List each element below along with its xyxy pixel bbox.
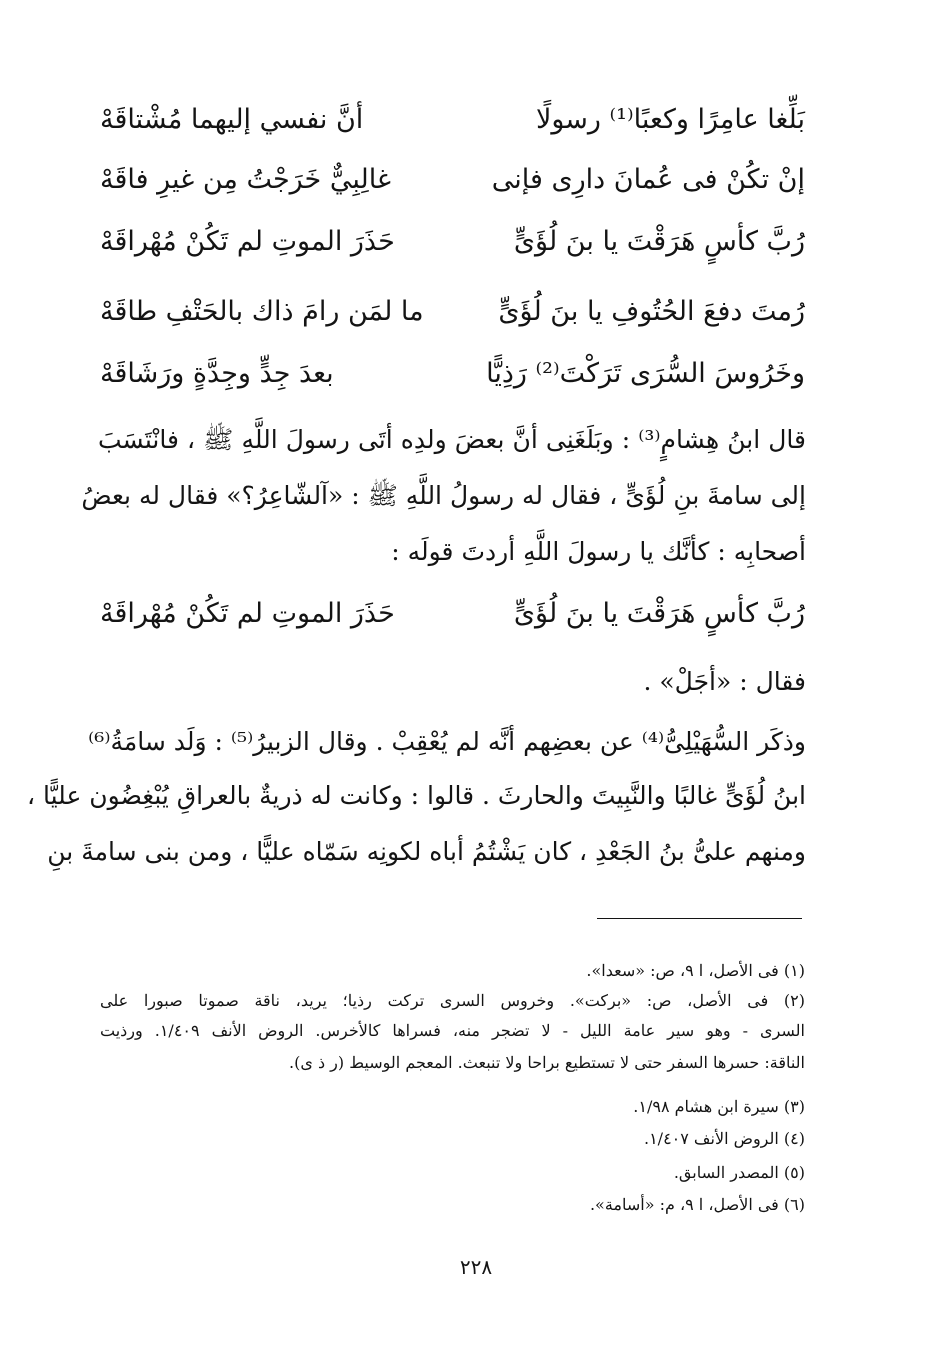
footnote-line: (٦) فى الأصل، ا ٩، م: «أسامة». bbox=[589, 1195, 805, 1214]
poem-verse-repeat bbox=[100, 586, 805, 642]
paragraph-line: قال ابنُ هِشامٍ⁽³⁾ : وبَلَغَنِى أنَّ بعضَ ولدِه أتَى رسولَ اللَّهِ ﷺ ، فانْتَسَبَ bbox=[98, 425, 806, 454]
verse-first-hemistich: إنْ تكُنْ فى عُمانَ دارِى فإنى bbox=[491, 164, 805, 195]
verse-second-hemistich: غالِبِيٌّ خَرَجْتُ مِن غيرِ فاقَهْ bbox=[100, 164, 392, 195]
poem-verse-4 bbox=[100, 284, 805, 340]
footnote-line: السرى - وهو سير عامة الليل - لا تضجر منه، فسراها كالأخرس. الروض الأنف ١/٤٠٩. ورذيت bbox=[100, 1021, 805, 1040]
verse-second-hemistich: حَذَرَ الموتِ لم تَكُنْ مُهْراقَهْ bbox=[100, 598, 395, 629]
paragraph-line: وذكَر السُّهَيْلِىُّ⁽⁴⁾ عن بعضِهم أنَّه لم يُعْقِبْ . وقال الزبيرُ⁽⁵⁾ : وَلَد سامَةُ⁽⁶⁾ bbox=[88, 727, 806, 756]
verse-second-hemistich: ما لمَن رامَ ذاك بالحَتْفِ طاقَهْ bbox=[100, 296, 424, 327]
verse-second-hemistich: حَذَرَ الموتِ لم تَكُنْ مُهْراقَهْ bbox=[100, 226, 395, 257]
verse-first-hemistich: رُبَّ كأسٍ هَرَقْتَ يا بنَ لُؤَىٍّ bbox=[513, 598, 805, 629]
footnote-line: (٤) الروض الأنف ١/٤٠٧. bbox=[643, 1129, 805, 1148]
reply-line: فقال : «أجَلْ» . bbox=[643, 667, 806, 696]
poem-verse-2 bbox=[100, 152, 805, 208]
paragraph-line: أصحابِه : كأنَّك يا رسولَ اللَّهِ أردتَ قولَه : bbox=[391, 537, 806, 566]
verse-first-hemistich: بَلِّغا عامِرًا وكعبًا⁽¹⁾ رسولًا bbox=[535, 104, 805, 135]
poem-verse-5 bbox=[100, 346, 805, 402]
poem-verse-3 bbox=[100, 214, 805, 270]
footnote-line: (١) فى الأصل، ا ٩، ص: «سعدا». bbox=[586, 961, 805, 980]
footnote-line: (٢) فى الأصل، ص: «بركت». وخروس السرى تركت رذيا؛ يريد، ناقة صموتا صبورا على bbox=[100, 991, 806, 1010]
verse-first-hemistich: رُمتَ دفعَ الحُتُوفِ يا بنَ لُؤَىٍّ bbox=[498, 296, 805, 327]
footnote-divider bbox=[597, 918, 802, 919]
verse-second-hemistich: بعدَ جِدٍّ وجِدَّةٍ ورَشَاقَهْ bbox=[100, 358, 334, 389]
poem-verse-1 bbox=[100, 92, 805, 148]
footnote-line: (٣) سيرة ابن هشام ١/٩٨. bbox=[633, 1097, 805, 1116]
paragraph-line: ومنهم علىُّ بنُ الجَعْدِ ، كان يَشْتُمُ أباه لكونِه سَمّاه عليًّا ، ومن بنى سامةَ بنِ bbox=[47, 837, 806, 866]
footnote-line: (٥) المصدر السابق. bbox=[673, 1163, 805, 1182]
verse-first-hemistich: رُبَّ كأسٍ هَرَقْتَ يا بنَ لُؤَىٍّ bbox=[513, 226, 805, 257]
page-number: ٢٢٨ bbox=[459, 1255, 493, 1279]
verse-first-hemistich: وخَرُوسَ السُّرَى تَرَكْتَ⁽²⁾ رَذِيًّا bbox=[486, 358, 805, 389]
paragraph-line: ابنُ لُؤَىٍّ غالبًا والنَّبِيتَ والحارثَ . قالوا : وكانت له ذريةٌ بالعراقِ يُبْغِضُون عليًّا ، bbox=[26, 781, 806, 810]
footnote-line: الناقة: حسرها السفر حتى لا تستطيع براحا ولا تنبعث. المعجم الوسيط (ر ذ ى). bbox=[289, 1053, 805, 1072]
paragraph-line: إلى سامةَ بنِ لُؤَىٍّ ، فقال له رسولُ اللَّهِ ﷺ : «آلشّاعِرُ؟» فقال له بعضُ bbox=[81, 481, 806, 510]
verse-second-hemistich: أنَّ نفسي إليهما مُشْتاقَهْ bbox=[100, 104, 364, 135]
